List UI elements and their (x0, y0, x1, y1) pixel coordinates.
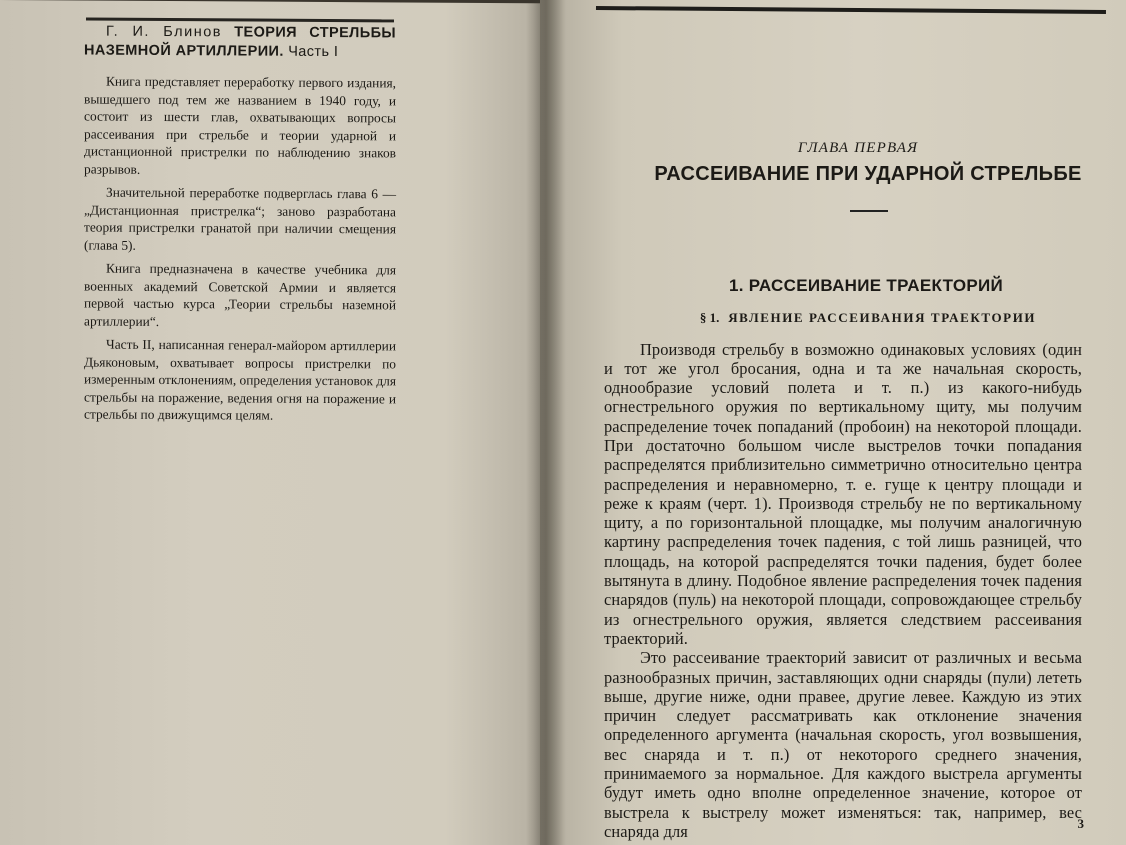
paragraph-title: ЯВЛЕНИЕ РАССЕИВАНИЯ ТРАЕКТОРИИ (728, 309, 1037, 325)
author-name: Г. И. Блинов (106, 23, 222, 41)
paragraph-heading (598, 310, 1108, 326)
book-title (84, 23, 396, 63)
paragraph-sign: § 1. (699, 309, 720, 325)
top-rule-right (596, 6, 1106, 14)
chapter-column (598, 140, 1108, 841)
chapter-label: ГЛАВА ПЕРВАЯ (797, 140, 919, 156)
book-part: Часть I (288, 43, 339, 61)
body-paragraph-1: Производя стрельбу в возможно одинаковых условиях (один и тот же угол бросания, одна и та же начальная скорость, однообразие условий полета и т. п.) из какого-нибудь огнестрельного оружия по вертикальному щиту, мы получим распределение точек попаданий (пробоин) на некоторой площади. При достаточно большом числе выстрелов точки попадания распределятся приблизительно симметрично относительно центра распределения и неравномерно, т. е. гуще к центру площади и реже к краям (черт. 1). Производя стрельбу не по вертикальному щиту, а по горизонтальной площадке, мы получим аналогичную картину распределения точек падения, с той лишь разницей, что площадь, на которой распределятся точки падения, будет более вытянута в длину. Подобное явление распределения точек падения снарядов (пуль) на некоторой площади, сопровождающее стрельбу из огнестрельного оружия, является следствием рассеивания траекторий. (604, 339, 1082, 648)
page-number: 3 (1077, 816, 1084, 831)
body-paragraph-2: Это рассеивание траекторий зависит от различных и весьма разнообразных причин, заставляющих одни снаряды (пули) лететь выше, другие ниже, одни правее, другие левее. Каждую из этих причин следует рассматривать как отклонение значения определенного аргумента (начальная скорость, угол возвышения, вес снаряда и т. п.) от некоторого среднего значения, принимаемого за нормальное. Для каждого выстрела аргументы будут иметь одно вполне определенное значение, которое от выстрела к выстрелу может изменяться: так, например, вес снаряда для (604, 648, 1082, 841)
book-title-text: ТЕОРИЯ СТРЕЛЬБЫ НАЗЕМНОЙ АРТИЛЛЕРИИ. (84, 24, 396, 60)
annotation-paragraph-4: Часть II, написанная генерал-майором артиллерии Дьяконовым, охватывает вопросы пристрелки по измеренным отклонениям, определения установок для стрельбы на поражение, ведения огня на поражение и стрельбы по движущимся целям. (84, 336, 396, 423)
annotation-paragraph-2: Значительной переработке подверглась глава 6 — „Дистанционная пристрелка“; заново разработана теория пристрелки гранатой при наличии смещения (глава 5). (84, 184, 396, 253)
right-page (540, 0, 1126, 845)
section-title: 1. РАССЕИВАНИЕ ТРАЕКТОРИЙ (728, 275, 1004, 295)
annotation-column (84, 23, 396, 431)
top-rule-left (86, 18, 394, 23)
left-page (0, 0, 556, 845)
annotation-paragraph-3: Книга предназначена в качестве учебника для военных академий Советской Армии и является первой частью курса „Теории стрельбы наземной артиллерии“. (84, 260, 396, 329)
annotation-paragraph-1: Книга представляет переработку первого издания, вышедшего под тем же названием в 1940 году, и состоит из шести глав, охватывающих вопросы рассеивания при стрельбе и теории ударной и дистанционной пристрелки по наблюдению знаков разрывов. (84, 73, 396, 177)
chapter-title: РАССЕИВАНИЕ ПРИ УДАРНОЙ СТРЕЛЬБЕ (654, 163, 1082, 185)
chapter-divider (850, 210, 888, 212)
